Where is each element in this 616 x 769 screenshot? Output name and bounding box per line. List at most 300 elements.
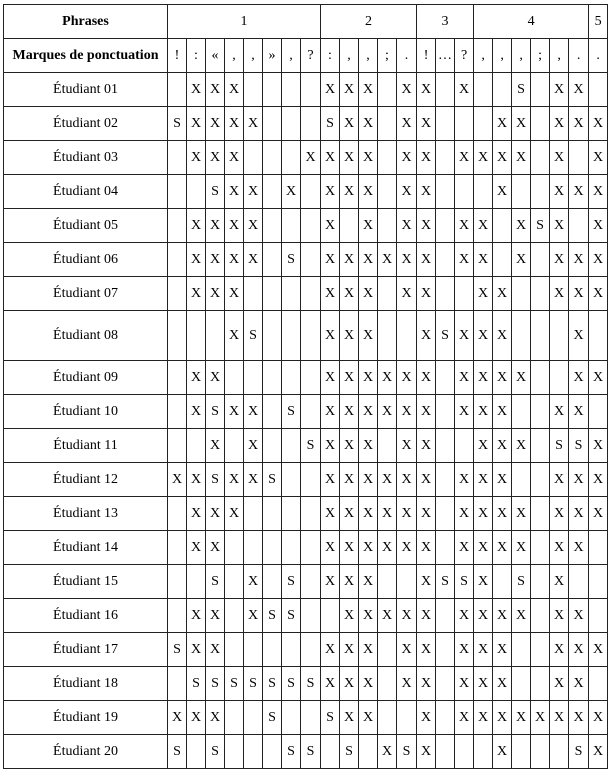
mark-cell: X <box>340 175 359 209</box>
mark-cell <box>512 667 531 701</box>
mark-cell <box>436 395 455 429</box>
mark-cell: X <box>455 667 474 701</box>
mark-cell <box>531 531 550 565</box>
mark-cell: X <box>417 531 436 565</box>
mark-cell <box>378 107 397 141</box>
mark-cell <box>263 361 282 395</box>
mark-cell: X <box>168 701 187 735</box>
mark-cell: X <box>321 633 340 667</box>
mark-cell: X <box>455 209 474 243</box>
student-label: Étudiant 03 <box>4 141 168 175</box>
mark-cell: X <box>206 243 225 277</box>
mark-cell: X <box>244 209 263 243</box>
mark-cell <box>436 141 455 175</box>
mark-cell: X <box>187 361 206 395</box>
mark-cell <box>531 107 550 141</box>
mark-cell: X <box>474 463 493 497</box>
student-row <box>4 141 608 175</box>
student-label: Étudiant 15 <box>4 565 168 599</box>
student-row <box>4 667 608 701</box>
mark-cell <box>244 531 263 565</box>
mark-cell: X <box>397 209 417 243</box>
mark-cell <box>378 141 397 175</box>
mark-cell <box>282 497 301 531</box>
mark-cell <box>455 277 474 311</box>
mark-cell: S <box>206 463 225 497</box>
mark-cell: X <box>512 429 531 463</box>
mark-cell: X <box>206 361 225 395</box>
mark-cell <box>550 311 569 361</box>
mark-cell: X <box>474 565 493 599</box>
mark-cell <box>263 565 282 599</box>
student-row <box>4 277 608 311</box>
mark-cell <box>282 701 301 735</box>
mark-cell <box>168 565 187 599</box>
mark-cell: X <box>359 243 378 277</box>
mark-cell: X <box>550 497 569 531</box>
mark-cell <box>436 277 455 311</box>
mark-cell: X <box>474 633 493 667</box>
mark-cell <box>436 497 455 531</box>
mark-cell: X <box>359 531 378 565</box>
mark-cell: X <box>550 701 569 735</box>
punctuation-mark-header: ! <box>168 39 187 73</box>
mark-cell: X <box>187 395 206 429</box>
mark-cell: S <box>263 667 282 701</box>
mark-cell <box>301 497 321 531</box>
mark-cell: X <box>206 429 225 463</box>
mark-cell: X <box>340 141 359 175</box>
student-row <box>4 463 608 497</box>
mark-cell: X <box>206 701 225 735</box>
mark-cell: X <box>417 311 436 361</box>
mark-cell: X <box>225 277 244 311</box>
mark-cell: X <box>301 141 321 175</box>
mark-cell: X <box>340 395 359 429</box>
student-label: Étudiant 07 <box>4 277 168 311</box>
mark-cell: X <box>397 243 417 277</box>
mark-cell: X <box>569 175 589 209</box>
mark-cell: X <box>569 599 589 633</box>
mark-cell <box>378 311 397 361</box>
mark-cell <box>531 395 550 429</box>
mark-cell: X <box>550 73 569 107</box>
mark-cell: X <box>340 599 359 633</box>
mark-cell: X <box>417 361 436 395</box>
mark-cell: X <box>359 463 378 497</box>
mark-cell: X <box>225 141 244 175</box>
mark-cell: X <box>474 243 493 277</box>
mark-cell: X <box>340 531 359 565</box>
mark-cell: S <box>455 565 474 599</box>
student-row <box>4 599 608 633</box>
mark-cell <box>531 667 550 701</box>
mark-cell: X <box>417 243 436 277</box>
mark-cell: X <box>397 395 417 429</box>
mark-cell: X <box>474 531 493 565</box>
mark-cell: X <box>244 107 263 141</box>
mark-cell: X <box>397 497 417 531</box>
student-row <box>4 531 608 565</box>
student-row <box>4 209 608 243</box>
mark-cell <box>436 701 455 735</box>
mark-cell: X <box>206 141 225 175</box>
mark-cell: X <box>359 395 378 429</box>
mark-cell <box>168 667 187 701</box>
phrase-group-header: 3 <box>417 5 474 39</box>
mark-cell <box>282 531 301 565</box>
mark-cell: S <box>436 311 455 361</box>
mark-cell <box>455 429 474 463</box>
mark-cell: X <box>589 175 608 209</box>
mark-cell <box>282 361 301 395</box>
mark-cell: X <box>589 735 608 769</box>
mark-cell <box>378 429 397 463</box>
mark-cell: X <box>321 497 340 531</box>
mark-cell: X <box>569 73 589 107</box>
mark-cell: S <box>206 735 225 769</box>
mark-cell: X <box>397 73 417 107</box>
mark-cell: X <box>359 667 378 701</box>
mark-cell: X <box>455 395 474 429</box>
mark-cell <box>168 429 187 463</box>
mark-cell <box>187 311 206 361</box>
mark-cell <box>378 73 397 107</box>
mark-cell: S <box>244 667 263 701</box>
mark-cell: S <box>282 395 301 429</box>
mark-cell: X <box>244 463 263 497</box>
mark-cell <box>244 497 263 531</box>
mark-cell <box>301 175 321 209</box>
mark-cell: S <box>168 735 187 769</box>
mark-cell: X <box>589 243 608 277</box>
mark-cell: X <box>455 633 474 667</box>
mark-cell: X <box>321 531 340 565</box>
mark-cell: X <box>417 429 436 463</box>
punctuation-mark-header: … <box>436 39 455 73</box>
mark-cell: S <box>282 243 301 277</box>
mark-cell: X <box>321 209 340 243</box>
mark-cell: X <box>550 175 569 209</box>
mark-cell <box>263 243 282 277</box>
mark-cell: X <box>244 243 263 277</box>
mark-cell: X <box>206 277 225 311</box>
mark-cell: X <box>187 141 206 175</box>
student-label: Étudiant 17 <box>4 633 168 667</box>
mark-cell: X <box>569 497 589 531</box>
mark-cell <box>225 633 244 667</box>
student-label: Étudiant 13 <box>4 497 168 531</box>
mark-cell <box>301 361 321 395</box>
mark-cell <box>263 277 282 311</box>
mark-cell <box>321 599 340 633</box>
mark-cell: X <box>321 463 340 497</box>
mark-cell: X <box>493 633 512 667</box>
mark-cell: X <box>225 311 244 361</box>
mark-cell <box>301 209 321 243</box>
mark-cell: X <box>340 277 359 311</box>
mark-cell <box>531 429 550 463</box>
mark-cell <box>168 395 187 429</box>
mark-cell: X <box>187 633 206 667</box>
mark-cell: X <box>550 243 569 277</box>
mark-cell: X <box>493 701 512 735</box>
mark-cell: X <box>397 141 417 175</box>
mark-cell <box>455 107 474 141</box>
mark-cell <box>531 175 550 209</box>
mark-cell: X <box>340 633 359 667</box>
mark-cell: X <box>455 311 474 361</box>
mark-cell <box>263 73 282 107</box>
mark-cell: S <box>168 107 187 141</box>
mark-cell: X <box>378 361 397 395</box>
punctuation-table-container <box>3 4 608 769</box>
mark-cell: X <box>589 633 608 667</box>
mark-cell: X <box>493 311 512 361</box>
mark-cell: S <box>569 429 589 463</box>
mark-cell: X <box>550 209 569 243</box>
mark-cell <box>282 277 301 311</box>
mark-cell <box>301 565 321 599</box>
student-label: Étudiant 18 <box>4 667 168 701</box>
mark-cell <box>436 735 455 769</box>
mark-cell <box>340 209 359 243</box>
mark-cell <box>512 463 531 497</box>
mark-cell: X <box>359 429 378 463</box>
mark-cell: X <box>397 175 417 209</box>
mark-cell: S <box>263 701 282 735</box>
mark-cell: X <box>417 107 436 141</box>
mark-cell: X <box>550 667 569 701</box>
mark-cell <box>493 243 512 277</box>
mark-cell: X <box>512 531 531 565</box>
mark-cell: X <box>512 497 531 531</box>
mark-cell <box>206 311 225 361</box>
mark-cell: X <box>512 243 531 277</box>
mark-cell: X <box>531 701 550 735</box>
mark-cell: X <box>244 395 263 429</box>
mark-cell <box>263 175 282 209</box>
mark-cell: X <box>187 701 206 735</box>
mark-cell <box>244 277 263 311</box>
punctuation-mark-header: : <box>321 39 340 73</box>
mark-cell: X <box>417 599 436 633</box>
mark-cell <box>550 735 569 769</box>
punctuation-mark-header: ; <box>378 39 397 73</box>
mark-cell: X <box>569 311 589 361</box>
mark-cell: X <box>359 599 378 633</box>
mark-cell <box>168 531 187 565</box>
mark-cell: X <box>493 107 512 141</box>
mark-cell: X <box>474 277 493 311</box>
student-label: Étudiant 01 <box>4 73 168 107</box>
mark-cell: X <box>512 599 531 633</box>
mark-cell: X <box>340 243 359 277</box>
student-label: Étudiant 20 <box>4 735 168 769</box>
mark-cell: X <box>589 107 608 141</box>
mark-cell: X <box>474 361 493 395</box>
mark-cell: X <box>493 463 512 497</box>
mark-cell: X <box>397 107 417 141</box>
student-label: Étudiant 16 <box>4 599 168 633</box>
mark-cell: X <box>493 277 512 311</box>
mark-cell <box>168 599 187 633</box>
mark-cell: X <box>569 633 589 667</box>
mark-cell: S <box>206 395 225 429</box>
student-label: Étudiant 12 <box>4 463 168 497</box>
mark-cell: X <box>493 531 512 565</box>
student-label: Étudiant 09 <box>4 361 168 395</box>
mark-cell: X <box>417 497 436 531</box>
mark-cell <box>550 361 569 395</box>
mark-cell <box>168 209 187 243</box>
mark-cell: X <box>417 73 436 107</box>
mark-cell <box>225 735 244 769</box>
student-label: Étudiant 11 <box>4 429 168 463</box>
mark-cell: X <box>397 361 417 395</box>
punctuation-mark-header: . <box>397 39 417 73</box>
punctuation-mark-header: , <box>225 39 244 73</box>
mark-cell: X <box>493 497 512 531</box>
mark-cell <box>225 531 244 565</box>
mark-cell: X <box>225 395 244 429</box>
mark-cell <box>301 107 321 141</box>
mark-cell: X <box>397 277 417 311</box>
mark-cell <box>301 311 321 361</box>
mark-cell <box>589 395 608 429</box>
mark-cell: X <box>550 395 569 429</box>
mark-cell: X <box>244 175 263 209</box>
mark-cell: X <box>187 73 206 107</box>
mark-cell <box>474 175 493 209</box>
mark-cell <box>282 107 301 141</box>
mark-cell: X <box>321 361 340 395</box>
mark-cell: X <box>225 175 244 209</box>
mark-cell: X <box>359 633 378 667</box>
phrase-group-header: 4 <box>474 5 589 39</box>
mark-cell <box>397 311 417 361</box>
mark-cell: X <box>512 141 531 175</box>
mark-cell: S <box>206 175 225 209</box>
mark-cell: X <box>321 429 340 463</box>
mark-cell <box>301 463 321 497</box>
mark-cell <box>531 463 550 497</box>
mark-cell: X <box>569 531 589 565</box>
mark-cell <box>512 311 531 361</box>
mark-cell: X <box>321 667 340 701</box>
student-label: Étudiant 19 <box>4 701 168 735</box>
mark-cell <box>244 361 263 395</box>
mark-cell: X <box>378 531 397 565</box>
punctuation-mark-header: , <box>282 39 301 73</box>
mark-cell <box>225 429 244 463</box>
mark-cell: X <box>397 531 417 565</box>
phrase-group-header: 2 <box>321 5 417 39</box>
mark-cell <box>282 463 301 497</box>
punctuation-mark-header: , <box>493 39 512 73</box>
mark-cell <box>569 209 589 243</box>
mark-cell <box>378 209 397 243</box>
mark-cell: S <box>340 735 359 769</box>
mark-cell: X <box>493 429 512 463</box>
mark-cell: X <box>550 463 569 497</box>
mark-cell <box>569 141 589 175</box>
mark-cell <box>168 243 187 277</box>
mark-cell <box>282 633 301 667</box>
mark-cell: X <box>359 73 378 107</box>
mark-cell: X <box>474 497 493 531</box>
mark-cell: X <box>359 107 378 141</box>
mark-cell: X <box>340 701 359 735</box>
mark-cell <box>378 701 397 735</box>
student-row <box>4 107 608 141</box>
mark-cell: X <box>340 107 359 141</box>
mark-cell: X <box>455 531 474 565</box>
student-row <box>4 429 608 463</box>
mark-cell: S <box>263 599 282 633</box>
mark-cell: X <box>187 497 206 531</box>
mark-cell: S <box>531 209 550 243</box>
mark-cell: X <box>493 599 512 633</box>
mark-cell: X <box>378 463 397 497</box>
mark-cell: X <box>397 429 417 463</box>
mark-cell: X <box>569 701 589 735</box>
mark-cell: X <box>417 463 436 497</box>
mark-cell: X <box>321 565 340 599</box>
mark-cell: X <box>187 599 206 633</box>
mark-cell: X <box>359 175 378 209</box>
mark-cell <box>436 599 455 633</box>
mark-cell: S <box>282 599 301 633</box>
mark-cell <box>436 429 455 463</box>
mark-cell <box>168 141 187 175</box>
mark-cell: X <box>321 277 340 311</box>
mark-cell <box>301 277 321 311</box>
mark-cell <box>589 311 608 361</box>
mark-cell <box>244 633 263 667</box>
mark-cell: X <box>589 209 608 243</box>
mark-cell: X <box>474 599 493 633</box>
punctuation-mark-header: , <box>474 39 493 73</box>
mark-cell <box>168 497 187 531</box>
phrases-header-label: Phrases <box>4 5 168 39</box>
mark-cell <box>301 531 321 565</box>
mark-cell: X <box>359 209 378 243</box>
mark-cell: X <box>206 209 225 243</box>
mark-cell: X <box>550 107 569 141</box>
punctuation-mark-header: ? <box>301 39 321 73</box>
mark-cell: X <box>493 735 512 769</box>
mark-cell: X <box>455 599 474 633</box>
mark-cell <box>301 599 321 633</box>
mark-cell: X <box>569 667 589 701</box>
mark-cell: X <box>550 141 569 175</box>
mark-cell: X <box>321 141 340 175</box>
mark-cell <box>436 531 455 565</box>
punctuation-mark-header: . <box>589 39 608 73</box>
mark-cell <box>455 735 474 769</box>
mark-cell: X <box>340 73 359 107</box>
mark-cell: X <box>474 667 493 701</box>
mark-cell <box>436 361 455 395</box>
mark-cell <box>301 73 321 107</box>
mark-cell <box>244 141 263 175</box>
mark-cell: X <box>359 311 378 361</box>
student-label: Étudiant 08 <box>4 311 168 361</box>
mark-cell <box>301 633 321 667</box>
punctuation-mark-header: : <box>187 39 206 73</box>
mark-cell: X <box>550 531 569 565</box>
